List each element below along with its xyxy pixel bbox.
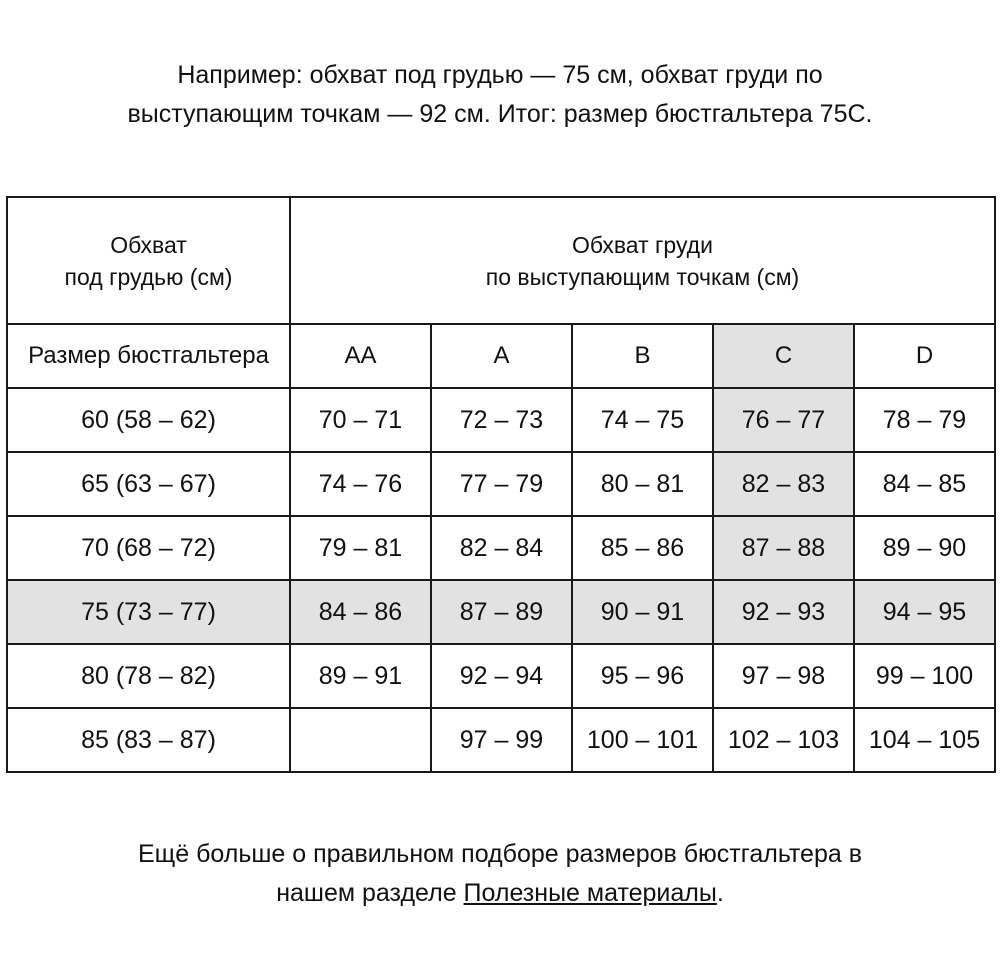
more-info-text bbox=[0, 835, 1000, 913]
bust-cell: 74 – 75 bbox=[572, 388, 713, 452]
bust-cell: 92 – 94 bbox=[431, 644, 572, 708]
bust-cell: 74 – 76 bbox=[290, 452, 431, 516]
bust-cell-highlighted: 82 – 83 bbox=[713, 452, 854, 516]
bust-cell: 85 – 86 bbox=[572, 516, 713, 580]
bust-cell: 104 – 105 bbox=[854, 708, 995, 772]
bust-cell: 70 – 71 bbox=[290, 388, 431, 452]
bust-cell-highlighted: 90 – 91 bbox=[572, 580, 713, 644]
more-info-line-2: нашем разделе Полезные материалы. bbox=[276, 879, 724, 907]
bust-cell: 72 – 73 bbox=[431, 388, 572, 452]
size-chart-table bbox=[6, 196, 996, 773]
band-cell: 70 (68 – 72) bbox=[7, 516, 290, 580]
bust-cell: 84 – 85 bbox=[854, 452, 995, 516]
bust-cell-highlighted: 92 – 93 bbox=[713, 580, 854, 644]
band-cell: 60 (58 – 62) bbox=[7, 388, 290, 452]
table-row-highlighted bbox=[7, 580, 995, 644]
more-info-line-1: Ещё больше о правильном подборе размеров бюстгальтера в bbox=[137, 840, 862, 868]
cup-header: D bbox=[854, 324, 995, 388]
band-cell: 80 (78 – 82) bbox=[7, 644, 290, 708]
cup-header: B bbox=[572, 324, 713, 388]
band-cell-highlighted: 75 (73 – 77) bbox=[7, 580, 290, 644]
bust-cell: 79 – 81 bbox=[290, 516, 431, 580]
table-header-row bbox=[7, 197, 995, 324]
cup-header: A bbox=[431, 324, 572, 388]
table-row bbox=[7, 388, 995, 452]
bust-cell-empty bbox=[290, 708, 431, 772]
bust-cell-highlighted: 87 – 88 bbox=[713, 516, 854, 580]
bust-cell: 100 – 101 bbox=[572, 708, 713, 772]
table-row bbox=[7, 516, 995, 580]
cup-header-highlighted: C bbox=[713, 324, 854, 388]
table-row bbox=[7, 644, 995, 708]
useful-materials-link[interactable]: Полезные материалы bbox=[463, 879, 717, 907]
bust-cell: 95 – 96 bbox=[572, 644, 713, 708]
band-cell: 65 (63 – 67) bbox=[7, 452, 290, 516]
table-row bbox=[7, 452, 995, 516]
example-text bbox=[0, 56, 1000, 134]
bust-header: Обхват груди по выступающим точкам (см) bbox=[290, 197, 995, 324]
bust-cell-highlighted: 84 – 86 bbox=[290, 580, 431, 644]
bust-cell-highlighted: 87 – 89 bbox=[431, 580, 572, 644]
size-label: Размер бюстгальтера bbox=[7, 324, 290, 388]
bust-cell: 102 – 103 bbox=[713, 708, 854, 772]
example-line-1: Например: обхват под грудью — 75 см, обхват груди по bbox=[177, 61, 823, 89]
cup-header: AA bbox=[290, 324, 431, 388]
bust-cell: 99 – 100 bbox=[854, 644, 995, 708]
bust-cell: 82 – 84 bbox=[431, 516, 572, 580]
bust-cell: 97 – 99 bbox=[431, 708, 572, 772]
bust-cell: 97 – 98 bbox=[713, 644, 854, 708]
band-cell: 85 (83 – 87) bbox=[7, 708, 290, 772]
bust-cell: 77 – 79 bbox=[431, 452, 572, 516]
bust-cell: 80 – 81 bbox=[572, 452, 713, 516]
underbust-header: Обхват под грудью (см) bbox=[7, 197, 290, 324]
bust-cell: 89 – 91 bbox=[290, 644, 431, 708]
bust-cell: 78 – 79 bbox=[854, 388, 995, 452]
bust-cell-highlighted: 94 – 95 bbox=[854, 580, 995, 644]
example-line-2: выступающим точкам — 92 см. Итог: размер бюстгальтера 75C. bbox=[127, 100, 873, 128]
table-row bbox=[7, 708, 995, 772]
cup-header-row bbox=[7, 324, 995, 388]
bust-cell: 89 – 90 bbox=[854, 516, 995, 580]
bust-cell-highlighted: 76 – 77 bbox=[713, 388, 854, 452]
